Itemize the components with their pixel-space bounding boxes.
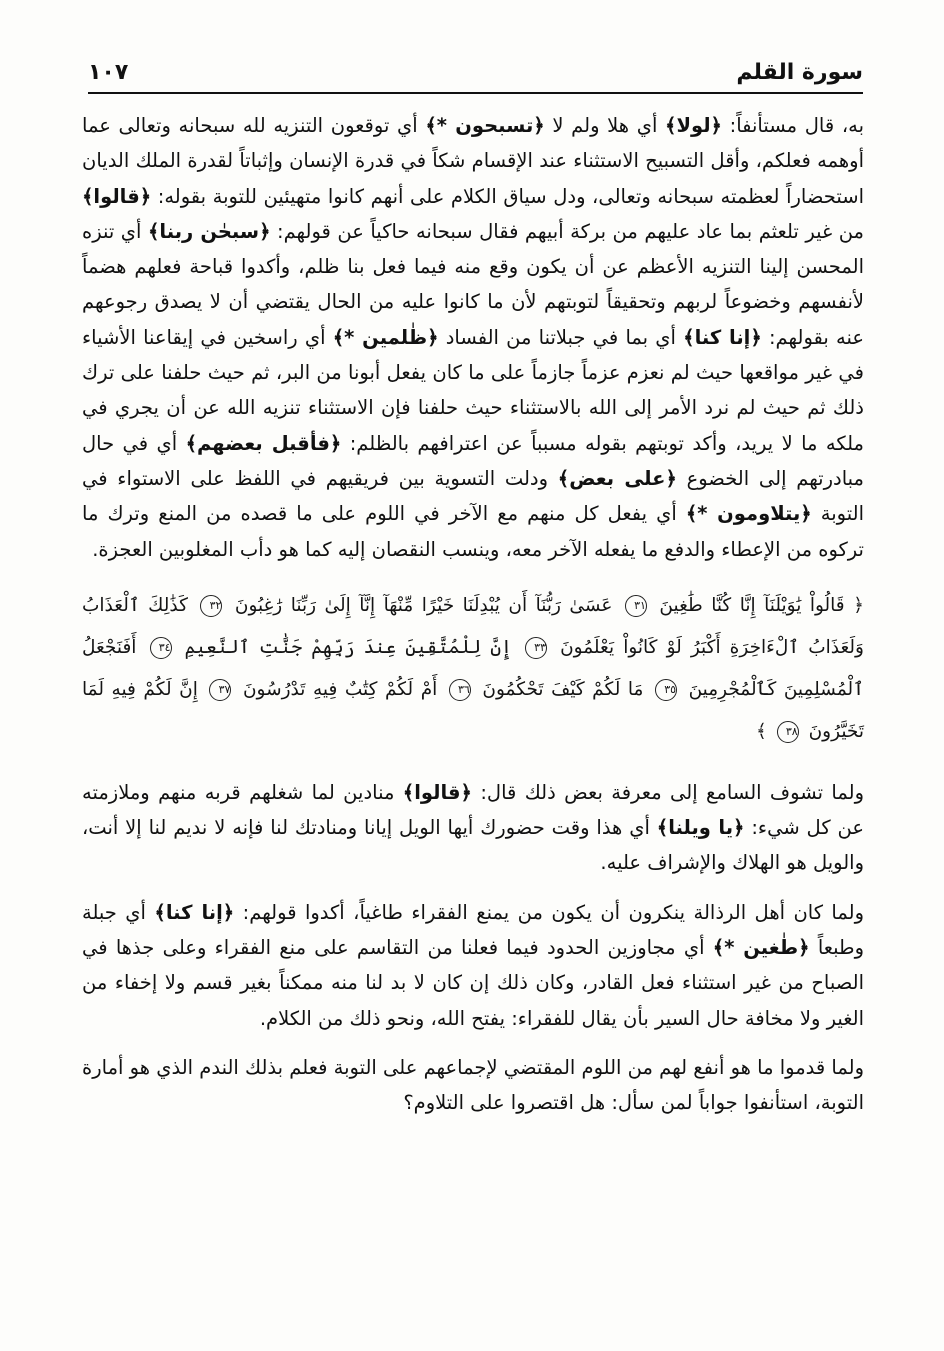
quoted-verse-phrase: ﴿إنا كنا﴾: [154, 900, 235, 924]
commentary-text: أي هذا وقت حضورك أيها الويل إيانا ومنادتك لنا فإنه لا نديم لنا إلا أنت، والويل هو الهلاك والإشراف عليه.: [82, 816, 864, 875]
verse-text: إِنَّ لِلْمُتَّقِينَ عِندَ رَبِّهِمْ جَنَّٰتِ ٱلنَّعِيمِ: [175, 636, 521, 658]
quoted-verse-phrase: ﴿قالوا﴾: [402, 780, 472, 804]
verse-number-marker: ٣٨: [777, 721, 799, 743]
verse-text: عَسَىٰ رَبُّنَآ أَن يُبْدِلَنَا خَيْرًا مِّنْهَآ إِنَّآ إِلَىٰ رَبِّنَا رَٰغِبُونَ: [226, 594, 621, 616]
commentary-paragraph: [82, 1050, 864, 1121]
verse-number-marker: ٣٤: [150, 637, 172, 659]
commentary-text: ولما قدموا ما هو أنفع لهم من اللوم المقتضي لإجماعهم على التوبة فعلم بذلك الندم الذي هو أمارة التوبة، استأنفوا جواباً لمن سأل: هل اقتصروا على التلاوم؟: [82, 1055, 864, 1115]
surah-title: سورة القلم: [736, 60, 863, 85]
quran-verses-block: [82, 585, 864, 753]
quoted-verse-phrase: ﴿على بعض﴾: [557, 466, 677, 490]
verse-text: أَفَنَجْعَلُ ٱلْمُسْلِمِينَ كَٱلْمُجْرِمِينَ: [82, 636, 864, 700]
commentary-text: منادين لما شغلهم قربه منهم وملازمته عن كل شيء:: [82, 780, 864, 840]
quoted-verse-phrase: ﴿ظٰلمين *﴾: [332, 325, 439, 349]
commentary-text: به، قال مستأنفاً:: [721, 114, 865, 137]
verse-number-marker: ٣٦: [449, 679, 471, 701]
commentary-text: أي مجاوزين الحدود فيما فعلنا من التقاسم على منع الفقراء وعلى جذها في الصباح من غير استثناء فعل القادر، وكان ذلك إن كان لا بد لنا منه ممكناً بغير قسم ولا إخفاء من الغير ولا مخافة حال السير بأن يقال للفقراء: يفتح الله، ونحو ذلك من الكلام.: [82, 936, 864, 1030]
commentary-text: ولما تشوف السامع إلى معرفة بعض ذلك قال:: [471, 780, 864, 804]
quoted-verse-phrase: ﴿تسبحون *﴾: [425, 114, 545, 137]
quoted-verse-phrase: ﴿يا ويلنا﴾: [656, 816, 745, 840]
quoted-verse-phrase: ﴿إنا كنا﴾: [683, 325, 762, 349]
commentary-paragraph: [82, 775, 864, 881]
commentary-text: أي هلا ولم لا: [544, 114, 666, 137]
commentary-text: أي يفعل كل منهم مع الآخر في اللوم على ما قصده من المنع وترك ما تركوه من الإعطاء والدفع ما يفعله الآخر معه، وينسب النقصان إليه كما هو دأب المغلوبين العجزة.: [82, 502, 864, 561]
quoted-verse-phrase: ﴿طٰغين *﴾: [712, 936, 810, 960]
page-number: ١٠٧: [88, 60, 129, 85]
commentary-text: أي راسخين في إيقاعنا الأشياء في غير مواقعها حيث لم نعزم عزماً جازماً على ما كان يفعل أبونا من البر، ثم حيث حلفنا على ترك ذلك ثم حيث لم نرد الأمر إلى الله بالاستثناء حيث حلفنا فإن الاستثناء تنزيه الله عن أن يجري في ملكه ما لا يريد، وأكد توبتهم بقوله مسبباً عن اعترافهم بالظلم:: [82, 325, 864, 455]
verse-text: كَذَٰلِكَ ٱلْعَذَابُ وَلَعَذَابُ ٱلْءَاخِرَةِ أَكْبَرُ لَوْ كَانُواْ يَعْلَمُونَ: [82, 594, 864, 658]
verse-text: أَمْ لَكُمْ كِتَٰبٌ فِيهِ تَدْرُسُونَ: [235, 678, 445, 700]
commentary-text: ولما كان أهل الرذالة ينكرون أن يكون من يمنع الفقراء طاغياً، أكدوا قولهم:: [234, 900, 864, 924]
verse-number-marker: ٣٧: [209, 679, 231, 701]
page-body: [82, 108, 864, 1121]
quoted-verse-phrase: ﴿قالوا﴾: [82, 184, 152, 208]
quoted-verse-phrase: ﴿سبحٰن ربنا﴾: [147, 219, 271, 243]
page-header: [88, 54, 863, 94]
commentary-paragraph: [82, 895, 864, 1036]
verse-number-marker: ٣٣: [525, 637, 547, 659]
commentary-text: أي تنزه المحسن إلينا التنزيه الأعظم عن أن يكون وقع منه فيما فعل بنا ظلم، وأكدوا قباحة فعلهم هضماً لأنفسهم وخضوعاً لربهم وتحقيقاً لتوبتهم لأن ما كانوا عليه من الحال يقتضي أن لا يصدق رجوعهم عنه بقولهم:: [82, 219, 864, 349]
quoted-verse-phrase: ﴿لولا﴾: [665, 114, 722, 137]
verse-text: مَا لَكُمْ كَيْفَ تَحْكُمُونَ: [474, 678, 652, 700]
quoted-verse-phrase: ﴿فأقبل بعضهم﴾: [185, 431, 342, 455]
verse-number-marker: ٣١: [625, 595, 647, 617]
ornate-bracket-close: ﴾: [755, 720, 773, 742]
verse-text: إِنَّ لَكُمْ فِيهِ لَمَا تَخَيَّرُونَ: [82, 678, 864, 742]
ornate-bracket-open: ﴿: [853, 594, 864, 616]
quoted-verse-phrase: ﴿يتلاومون *﴾: [685, 502, 812, 526]
commentary-text: ودلت التسوية بين فريقيهم في اللفظ على الاستواء في التوبة: [82, 466, 864, 526]
commentary-text: من غير تلعثم بما عاد عليهم من بركة أبيهم فقال سبحانه حاكياً عن قولهم:: [270, 219, 864, 243]
verse-number-marker: ٣٥: [655, 679, 677, 701]
commentary-paragraph: [82, 108, 864, 567]
verse-text: قَالُواْ يَٰوَيْلَنَآ إِنَّا كُنَّا طَٰغِينَ: [650, 594, 854, 616]
commentary-text: أي بما في جبلاتنا من الفساد: [438, 325, 684, 349]
commentary-text: أي جبلة وطبعاً: [82, 900, 864, 960]
commentary-text: أي في حال مبادرتهم إلى الخضوع: [82, 431, 864, 490]
commentary-text: أي توقعون التنزيه لله سبحانه وتعالى عما أوهمه فعلكم، وأقل التسبيح الاستثناء عند الإقسام شكاً في قدرة الإنسان وإثباتاً لقدرة الملك الديان استحضاراً لعظمته سبحانه وتعالى، ودل سياق الكلام على أنهم كانوا متهيئين للتوبة بقوله:: [82, 114, 864, 208]
verse-number-marker: ٣٢: [200, 595, 222, 617]
